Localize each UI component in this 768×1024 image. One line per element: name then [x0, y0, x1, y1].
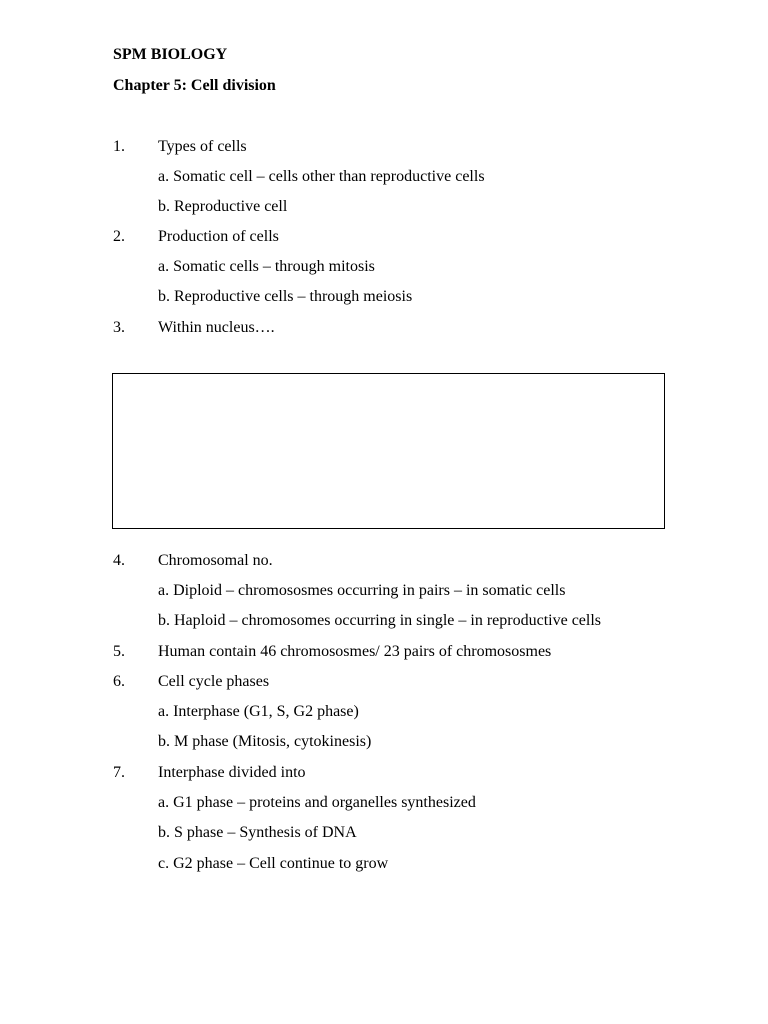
sub-item: a. G1 phase – proteins and organelles synthesized — [158, 794, 476, 811]
item-heading: Production of cells — [158, 228, 279, 245]
item-number: 4. — [113, 552, 125, 569]
sub-item: b. Reproductive cells – through meiosis — [158, 288, 413, 305]
item-heading: Human contain 46 chromososmes/ 23 pairs of chromososmes — [158, 643, 552, 660]
item-number: 7. — [113, 764, 125, 781]
item-number: 5. — [113, 643, 125, 660]
item-number: 2. — [113, 228, 125, 245]
item-heading: Types of cells — [158, 138, 247, 155]
item-heading: Within nucleus…. — [158, 319, 275, 336]
sub-item: b. S phase – Synthesis of DNA — [158, 824, 357, 841]
sub-item: b. Reproductive cell — [158, 198, 288, 215]
item-heading: Chromosomal no. — [158, 552, 273, 569]
sub-item: c. G2 phase – Cell continue to grow — [158, 855, 389, 872]
document-title: SPM BIOLOGY — [113, 46, 228, 63]
item-heading: Cell cycle phases — [158, 673, 270, 690]
sub-item: a. Somatic cell – cells other than reproductive cells — [158, 168, 485, 185]
sub-item: b. M phase (Mitosis, cytokinesis) — [158, 733, 372, 750]
item-number: 3. — [113, 319, 125, 336]
empty-drawing-box — [112, 373, 665, 529]
chapter-heading: Chapter 5: Cell division — [113, 77, 276, 94]
sub-item: a. Interphase (G1, S, G2 phase) — [158, 703, 359, 720]
item-number: 1. — [113, 138, 125, 155]
item-heading: Interphase divided into — [158, 764, 306, 781]
sub-item: a. Diploid – chromososmes occurring in pairs – in somatic cells — [158, 582, 566, 599]
sub-item: b. Haploid – chromosomes occurring in single – in reproductive cells — [158, 612, 602, 629]
sub-item: a. Somatic cells – through mitosis — [158, 258, 375, 275]
item-number: 6. — [113, 673, 125, 690]
